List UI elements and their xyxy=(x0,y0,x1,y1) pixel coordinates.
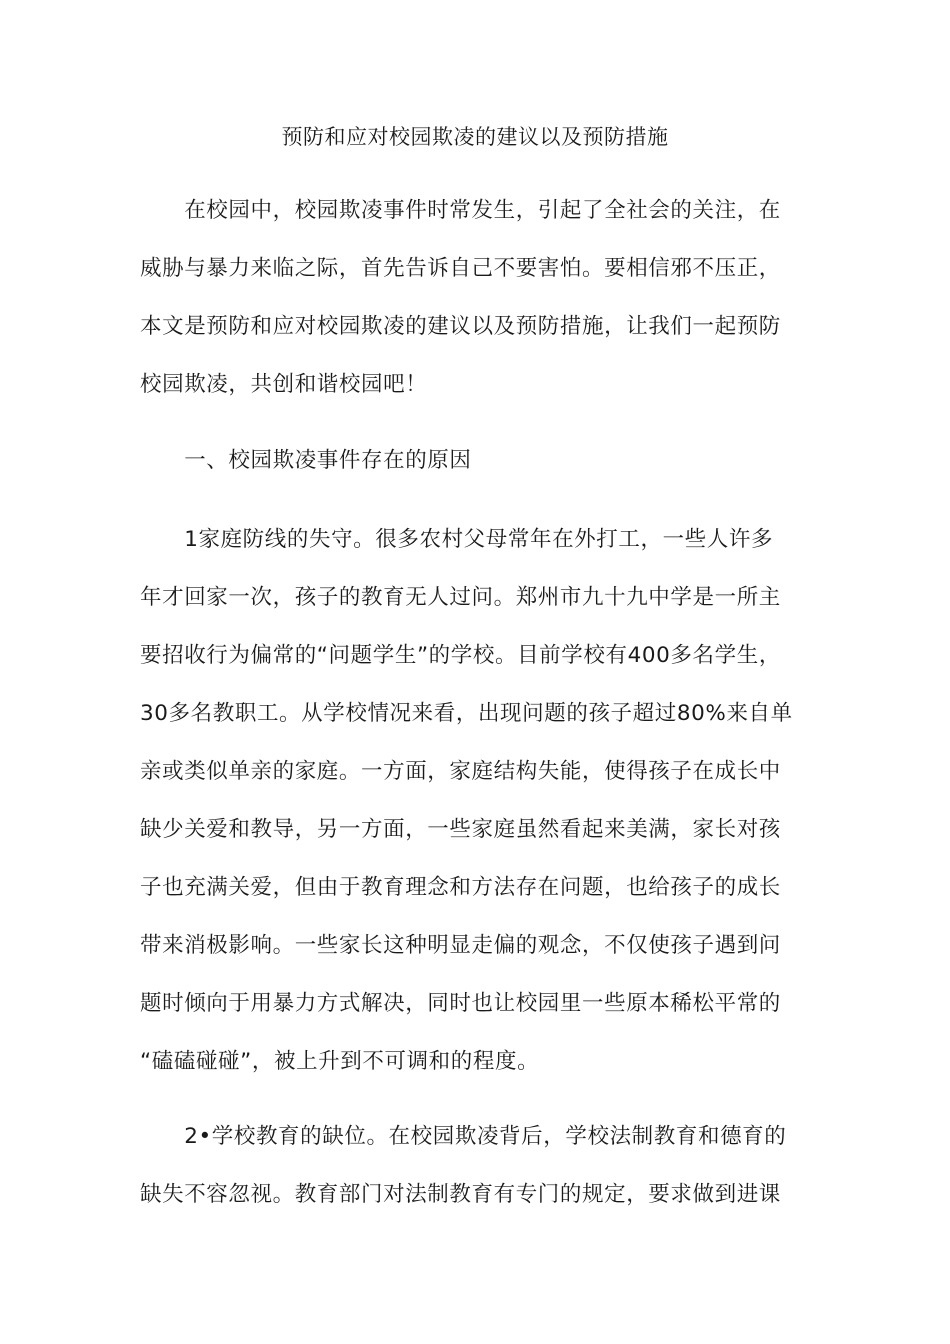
paragraph-line: 在校园中，校园欺凌事件时常发生，引起了全社会的关注，在 xyxy=(140,198,781,223)
paragraph-line: 本文是预防和应对校园欺凌的建议以及预防措施，让我们一起预防 xyxy=(140,314,781,339)
section-heading-text: 一、校园欺凌事件存在的原因 xyxy=(140,448,472,473)
paragraph-line: 带来消极影响。一些家长这种明显走偏的观念，不仅使孩子遇到问 xyxy=(140,933,781,958)
intro-paragraph xyxy=(140,182,800,414)
paragraph-line: 子也充满关爱，但由于教育理念和方法存在问题，也给孩子的成长 xyxy=(140,875,781,900)
paragraph-line: 缺失不容忽视。教育部门对法制教育有专门的规定，要求做到进课 xyxy=(140,1182,781,1207)
paragraph-line: 30多名教职工。从学校情况来看，出现问题的孩子超过80%来自单 xyxy=(140,701,793,726)
section-heading xyxy=(140,432,800,490)
document-title: 预防和应对校园欺凌的建议以及预防措施 xyxy=(281,125,669,149)
paragraph-line: 要招收行为偏常的“问题学生”的学校。目前学校有400多名学生， xyxy=(140,643,781,668)
paragraph-line: 题时倾向于用暴力方式解决，同时也让校园里一些原本稀松平常的 xyxy=(140,991,781,1016)
paragraph-line: 年才回家一次，孩子的教育无人过问。郑州市九十九中学是一所主 xyxy=(140,585,781,610)
item1-paragraph xyxy=(140,511,800,1091)
paragraph-line: 1家庭防线的失守。很多农村父母常年在外打工，一些人许多 xyxy=(140,527,774,552)
paragraph-line: 校园欺凌，共创和谐校园吧！ xyxy=(140,372,428,397)
paragraph-line: 亲或类似单亲的家庭。一方面，家庭结构失能，使得孩子在成长中 xyxy=(140,759,781,784)
paragraph-line: 缺少关爱和教导，另一方面，一些家庭虽然看起来美满，家长对孩 xyxy=(140,817,781,842)
paragraph-line: 威胁与暴力来临之际，首先告诉自己不要害怕。要相信邪不压正， xyxy=(140,256,781,281)
paragraph-line: “磕磕碰碰”，被上升到不可调和的程度。 xyxy=(140,1049,540,1074)
paragraph-line: 2•学校教育的缺位。在校园欺凌背后，学校法制教育和德育的 xyxy=(140,1124,787,1149)
item2-paragraph xyxy=(140,1108,800,1224)
